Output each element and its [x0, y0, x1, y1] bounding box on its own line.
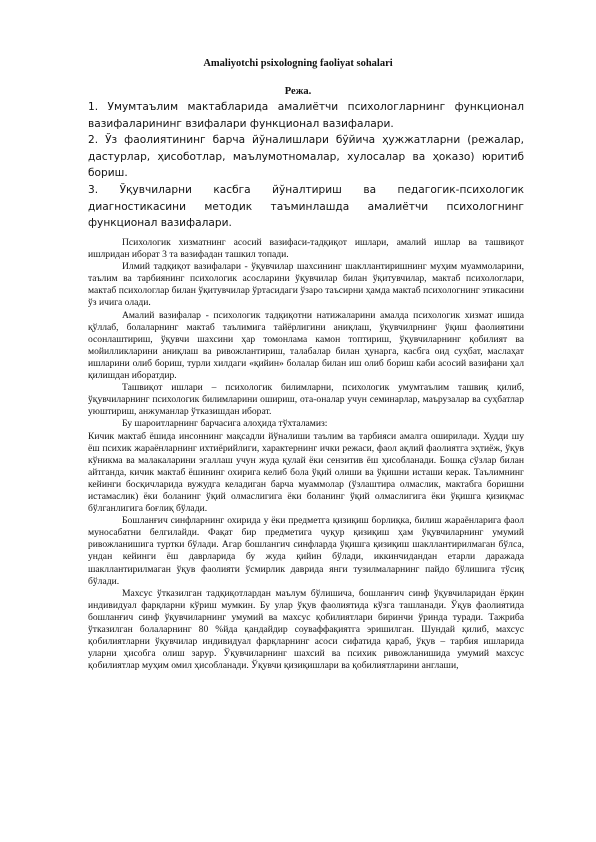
- document-title: Amaliyotchi psixologning faoliyat sohalari: [203, 58, 393, 69]
- plan-item: 3. Ўқувчиларни касбга йўналтириш ва педагогик-психологик диагностикасини методик таъминлашда амалиётчи психологнинг функционал вазифалари.: [88, 183, 524, 230]
- body-paragraph: Бошланғич синфларнинг охирида у ёки предметга қизиқиш борлиқка, билиш жараёнларига фаол муносабатни белгилайди. Фақат бир предметига чуқур қизиқиш ҳам ўқувчиларнинг умумий ривожланишига туртки бўлади. Агар бошлангич синфларда ўқишга қизиқиш шакллантирилмаган бўлса, ундан кейинги ёш даврларида бу жуда қийин бўлади, иккинчидандан етарли даражада шакллантирилмаган ўқув фаолияти ўсмирлик даврида янги тузилмаларнинг пайдо бўлишига тўсиқ бўлади.: [88, 515, 524, 587]
- document-body: [88, 237, 524, 672]
- plan-list: [88, 99, 524, 232]
- body-paragraph: Илмий тадқиқот вазифалари - ўқувчилар шахсининг шакллантиришнинг муҳим муаммоларини, таълим ва тарбиянинг психологик асосларини ўқувчилар билан ўқитувчилар, мактаб психологлари, мактаб психологлар билан ўқитувчилар ўртасидаги ўзаро таъсирни ҳамда мактаб психологнинг этикасини ўз ичига олади.: [88, 261, 524, 309]
- body-paragraph: Амалий вазифалар - психологик тадқиқотни натижаларини амалда психологик хизмат ишида қўллаб, болаларнинг мактаб таълимига тайёрлигини аниқлаш, ўқувчилрнинг ўқиш фаолиятини осонлаштириш, ўқувчи шахсини ҳар томонлама камон топтириш, ўқувчиларнинг қобилият ва мойилликларини аниқлаш ва ривожлантириш, талабалар билан ҳунарга, касбга оид суҳбат, маслаҳат ишларини олиб бориш, турли хилдаги «қийин» болалар билан иш олиб бориш каби асосий вазифани ҳал қилишдан иборатдир.: [88, 309, 524, 382]
- body-paragraph: Кичик мактаб ёшида инсоннинг мақсадли йўналиши таълим ва тарбияси амалга оширилади. Худди шу ёш психик жараёнларнинг ихтиёрийлиги, характернинг ички режаси, фаол ақлий фаолиятга эҳтиёж, ўқув кўникма ва малакаларини эгаллаш учун жуда қулай ёки сензитив ёш ҳисобланади. Бошқа сўзлар билан айтганда, кичик мактаб ёшининг охирига келиб бола ўқий олиши ва ўқишни исташи керак. Таълимнинг кейинги босқичларида вужудга келадиган барча муаммолар (ўзлаштира олмаслик, мактабга боришни истамаслик) ёки боланинг ўқий олмаслигига ёки боланинг ўқий олмаслигига ёки ўқишга қизиқмас бўлганлигига боғлиқ бўлади.: [88, 430, 524, 515]
- plan-heading: Режа.: [284, 86, 312, 97]
- body-paragraph: Бу шароитларнинг барчасига алоҳида тўхталамиз:: [122, 418, 328, 430]
- plan-item: 2. Ўз фаолиятининг барча йўналишлари бўйича ҳужжатларни (режалар, дастурлар, ҳисоботлар, маълумотномалар, хулосалар ва ҳоказо) юритиб бориш.: [88, 134, 524, 180]
- plan-item: 1. Умумтаълим мактабларида амалиётчи психологларнинг функционал вазифаларининг взифалари функционал вазифалари.: [88, 101, 524, 130]
- body-paragraph: Махсус ўтказилган тадқиқотлардан маълум бўлишича, бошланғич синф ўқувчиларидан ёрқин индивидуал фарқларни кўриш мумкин. Бу улар ўқув фаолиятида кўзга ташланади. Ўқув фаолиятида бошланғич синф ўқувчиларнинг умумий ва махсус қобилиятлари биринчи ўринда туради. Тажриба ўтказилган болаларнинг 80 %йда қандайдир соуваффақиятга эришилган. Шундай қилиб, махсус қобилиятларни ўқувчилар индивидуал фарқларнинг асоси сифатида қараб, ўқув – тарбия ишларида уларни ҳисобга олиш зарур. Ўқувчиларнинг шахсий ва психик ривожланишида умумий махсус қобилиятлар муҳим омил ҳисобланади. Ўқувчи қизиқишлари ва қобилиятларини англаши,: [88, 587, 524, 672]
- body-paragraph: Психологик хизматнинг асосий вазифаси-тадқиқот ишлари, амалий ишлар ва ташвиқот ишлридан иборат 3 та вазифадан ташкил топади.: [88, 237, 524, 261]
- body-paragraph: Ташвиқот ишлари – психологик билимларни, психологик умумтаълим ташвиқ қилиб, ўқувчиларнинг психологик билимларини ошириш, ота-оналар учун семинарлар, маърузалар ва суҳбатлар уюштириш, анжуманлар ўтказишдан иборат.: [88, 382, 524, 418]
